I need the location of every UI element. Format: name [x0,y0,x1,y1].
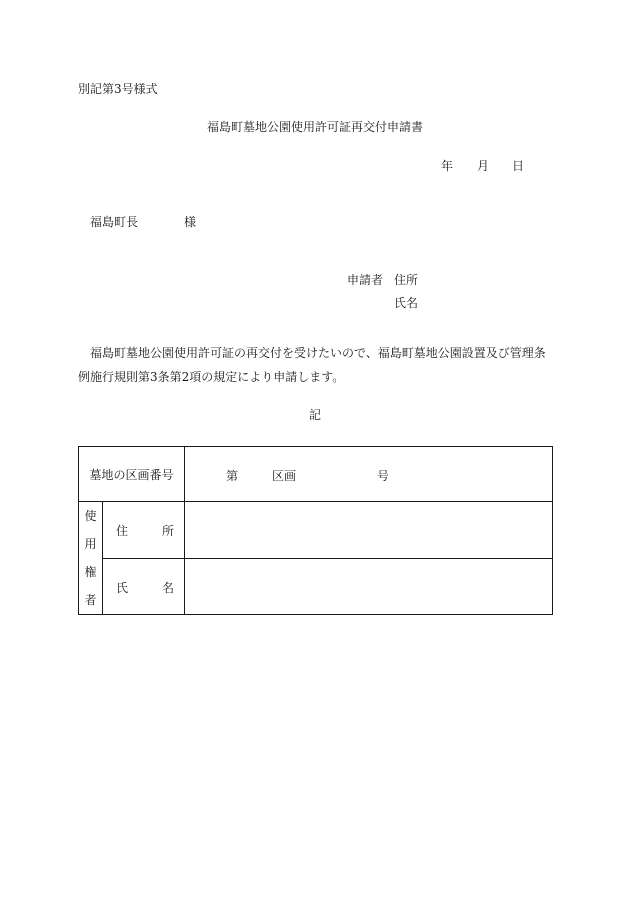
holder-char: 者 [84,593,97,607]
plot-number-field[interactable] [185,447,553,502]
date-year-label: 年 [441,159,454,173]
name-char: 氏 [116,580,129,595]
plot-go-label: 号 [377,469,390,483]
applicant-address-label: 住所 [394,273,419,287]
holder-address-label [103,502,185,559]
holder-char: 権 [84,565,97,579]
date-day-label: 日 [512,159,525,173]
applicant-label: 申請者 [347,273,384,287]
holder-name-label [103,558,185,615]
holder-address-field[interactable] [185,502,553,559]
holder-char: 用 [84,537,97,551]
holder-address-row [79,502,553,559]
date-month-label: 月 [477,159,490,173]
document-title: 福島町墓地公園使用許可証再交付申請書 [206,120,423,134]
ki-heading: 記 [308,408,321,422]
form-number: 別記第3号様式 [78,82,158,96]
address-char: 住 [116,524,129,538]
holder-char: 使 [84,509,97,523]
applicant-name-label: 氏名 [394,296,419,310]
holder-name-row [79,558,553,615]
holder-label [79,502,103,615]
plot-kukaku-label: 区画 [272,469,297,483]
address-char: 所 [162,524,175,538]
name-char: 名 [162,580,175,595]
addressee-honorific: 様 [184,215,197,229]
application-table [78,446,553,615]
plot-dai-label: 第 [226,469,239,483]
addressee-name: 福島町長 [90,215,139,229]
body-text: 福島町墓地公園使用許可証の再交付を受けたいので、福島町墓地公園設置及び管理条例施行規則第3条第2項の規定により申請します。 [78,346,546,384]
plot-number-row [79,447,553,502]
plot-number-label: 墓地の区画番号 [79,447,185,502]
holder-name-field[interactable] [185,558,553,615]
